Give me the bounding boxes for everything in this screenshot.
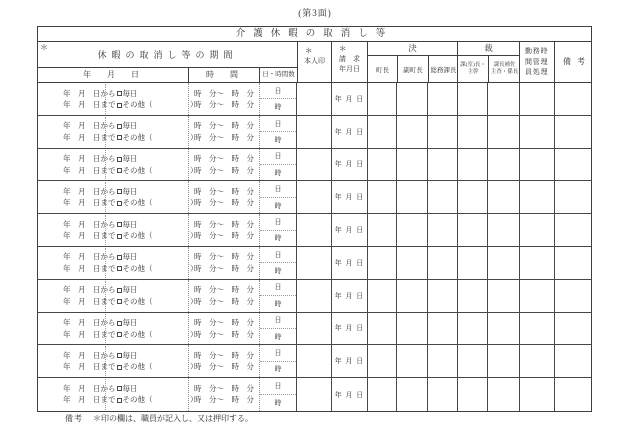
period-time-cell[interactable] (188, 116, 259, 148)
work-hours-manager-cell[interactable] (519, 181, 554, 213)
personal-seal-cell[interactable] (297, 83, 331, 115)
section-chief-approval-cell[interactable] (457, 214, 487, 246)
assistant-chief-approval-cell[interactable] (487, 181, 519, 213)
work-hours-manager-cell[interactable] (519, 247, 554, 279)
work-hours-manager-cell[interactable] (519, 116, 554, 148)
date-from-line: 年 月 日から 毎日 (63, 383, 138, 393)
work-hours-manager-cell[interactable] (519, 214, 554, 246)
date-from-line: 年 月 日から 毎日 (63, 318, 138, 328)
time-range-line2: 時 分～ 時 分 (194, 132, 254, 142)
section-chief-approval-cell[interactable] (457, 116, 487, 148)
request-date-cell[interactable]: 年 月 日 (331, 345, 367, 377)
general-affairs-chief-approval-cell[interactable] (427, 247, 457, 279)
request-date-cell[interactable]: 年 月 日 (331, 116, 367, 148)
remarks-cell[interactable] (554, 181, 593, 213)
request-date-cell[interactable]: 年 月 日 (331, 181, 367, 213)
time-range-line2: 時 分～ 時 分 (194, 296, 254, 306)
time-range-line2: 時 分～ 時 分 (194, 165, 254, 175)
period-asterisk: ＊ (40, 43, 48, 52)
period-time-cell[interactable] (188, 247, 259, 279)
time-column-header: 時 間 (188, 68, 259, 82)
remarks-cell[interactable] (554, 149, 593, 181)
deputy-mayor-column-header: 副町長 (397, 56, 428, 82)
table-row (38, 149, 591, 182)
mayor-approval-cell[interactable] (367, 313, 396, 345)
days-hours-cell[interactable] (259, 345, 297, 377)
date-to-line: 年 月 日まで その他（ ） (63, 100, 198, 109)
deputy-mayor-approval-cell[interactable] (396, 280, 427, 312)
assistant-chief-approval-cell[interactable] (487, 214, 519, 246)
date-from-line: 年 月 日から 毎日 (63, 219, 138, 229)
period-date-cell[interactable] (38, 116, 198, 148)
time-range-line1: 時 分～ 時 分 (194, 252, 254, 262)
daily-checkbox-icon[interactable] (117, 255, 122, 260)
days-unit: 日 (260, 116, 296, 132)
general-affairs-chief-approval-cell[interactable] (427, 378, 457, 411)
assistant-chief-approval-cell[interactable] (487, 345, 519, 377)
general-affairs-chief-approval-cell[interactable] (427, 181, 457, 213)
request-date-cell[interactable]: 年 月 日 (331, 280, 367, 312)
approval-group-label: 裁 (458, 42, 519, 56)
deputy-mayor-approval-cell[interactable] (396, 181, 427, 213)
deputy-mayor-approval-cell[interactable] (396, 378, 427, 411)
time-range-line2: 時 分～ 時 分 (194, 198, 254, 208)
period-date-cell[interactable] (38, 313, 198, 345)
date-from-line: 年 月 日から 毎日 (63, 121, 138, 131)
days-hours-column-header: 日・時間数 (259, 68, 297, 82)
work-hours-manager-cell[interactable] (519, 378, 554, 411)
personal-seal-cell[interactable] (297, 280, 331, 312)
date-cell-dotted-divider (105, 248, 106, 278)
personal-seal-cell[interactable] (297, 149, 331, 181)
date-cell-dotted-divider (105, 150, 106, 180)
footer-note (65, 413, 253, 424)
personal-seal-cell[interactable] (297, 345, 331, 377)
general-affairs-chief-approval-cell[interactable] (427, 83, 457, 115)
section-chief-approval-cell[interactable] (457, 313, 487, 345)
request-asterisk: ＊ (339, 44, 347, 53)
assistant-chief-column-header: 課長補佐 主査・係長 (488, 56, 520, 82)
time-range-line1: 時 分～ 時 分 (194, 350, 254, 360)
general-affairs-chief-approval-cell[interactable] (427, 116, 457, 148)
request-date-cell[interactable]: 年 月 日 (331, 83, 367, 115)
table-row (38, 214, 591, 247)
table-body (38, 83, 591, 411)
hours-unit: 時 (274, 135, 282, 144)
section-chief-approval-cell[interactable] (457, 181, 487, 213)
other-checkbox-icon[interactable] (117, 266, 122, 271)
date-cell-dotted-divider (105, 215, 106, 245)
assistant-chief-approval-cell[interactable] (487, 149, 519, 181)
deputy-mayor-approval-cell[interactable] (396, 214, 427, 246)
mayor-approval-cell[interactable] (367, 83, 396, 115)
time-range-line2: 時 分～ 時 分 (194, 329, 254, 339)
deputy-mayor-approval-cell[interactable] (396, 116, 427, 148)
other-checkbox-icon[interactable] (117, 234, 122, 239)
mayor-column-header: 町長 (376, 66, 389, 74)
date-to-line: 年 月 日まで その他（ ） (63, 263, 198, 273)
request-date-header (331, 42, 367, 82)
time-range-line1: 時 分～ 時 分 (194, 121, 254, 131)
other-checkbox-icon[interactable] (117, 168, 122, 173)
period-time-cell[interactable] (188, 345, 259, 377)
days-hours-cell[interactable] (259, 116, 297, 148)
period-group-label: 休暇の取消し等の期間 (97, 50, 238, 60)
date-cell-dotted-divider (105, 379, 106, 410)
decision-group-label: 決 (368, 42, 457, 56)
days-unit: 日 (260, 313, 296, 329)
date-cell-dotted-divider (105, 182, 106, 212)
remarks-cell[interactable] (554, 83, 593, 115)
table-row (38, 181, 591, 214)
days-hours-cell[interactable] (259, 378, 297, 411)
daily-checkbox-icon[interactable] (117, 386, 122, 391)
time-range-line1: 時 分～ 時 分 (194, 154, 254, 164)
daily-checkbox-icon[interactable] (117, 124, 122, 129)
period-date-cell[interactable] (38, 181, 198, 213)
personal-seal-cell[interactable] (297, 214, 331, 246)
period-time-cell[interactable] (188, 378, 259, 411)
days-unit: 日 (260, 83, 296, 99)
days-hours-cell[interactable] (259, 149, 297, 181)
personal-seal-cell[interactable] (297, 378, 331, 411)
table-row (38, 378, 591, 411)
period-time-cell[interactable] (188, 313, 259, 345)
request-date-cell[interactable]: 年 月 日 (331, 214, 367, 246)
deputy-mayor-approval-cell[interactable] (396, 313, 427, 345)
time-range-line2: 時 分～ 時 分 (194, 362, 254, 372)
time-range-line2: 時 分～ 時 分 (194, 231, 254, 241)
days-unit: 日 (260, 181, 296, 197)
general-affairs-chief-approval-cell[interactable] (427, 280, 457, 312)
remarks-cell[interactable] (554, 247, 593, 279)
daily-checkbox-icon[interactable] (117, 91, 122, 96)
days-unit: 日 (260, 214, 296, 230)
daily-checkbox-icon[interactable] (117, 157, 122, 162)
table-row (38, 345, 591, 378)
days-hours-cell[interactable] (259, 280, 297, 312)
hours-unit: 時 (274, 332, 282, 341)
decision-columns (368, 56, 457, 82)
assistant-chief-approval-cell[interactable] (487, 280, 519, 312)
assistant-chief-approval-cell[interactable] (487, 378, 519, 411)
time-range-line1: 時 分～ 時 分 (194, 88, 254, 98)
daily-checkbox-icon[interactable] (117, 353, 122, 358)
period-date-cell[interactable] (38, 83, 198, 115)
time-range-line2: 時 分～ 時 分 (194, 395, 254, 405)
other-checkbox-icon[interactable] (117, 135, 122, 140)
date-cell-dotted-divider (105, 314, 106, 344)
personal-seal-cell[interactable] (297, 181, 331, 213)
daily-checkbox-icon[interactable] (117, 222, 122, 227)
deputy-mayor-approval-cell[interactable] (396, 149, 427, 181)
other-checkbox-icon[interactable] (117, 332, 122, 337)
hours-unit: 時 (274, 168, 282, 177)
days-unit: 日 (260, 247, 296, 263)
work-hours-manager-header: 勤務時間管理員処理 (519, 42, 554, 82)
footer-note-text: ＊印の欄は、職員が記入し、又は押印する。 (93, 414, 253, 423)
period-subheader (38, 67, 297, 82)
section-chief-approval-cell[interactable] (457, 83, 487, 115)
seal-asterisk: ＊ (305, 46, 313, 55)
section-chief-approval-cell[interactable] (457, 345, 487, 377)
time-range-line1: 時 分～ 時 分 (194, 219, 254, 229)
days-hours-cell[interactable] (259, 214, 297, 246)
general-affairs-chief-approval-cell[interactable] (427, 214, 457, 246)
period-time-cell[interactable] (188, 149, 259, 181)
period-header-group (38, 42, 297, 82)
period-time-cell[interactable] (188, 280, 259, 312)
work-hours-manager-cell[interactable] (519, 149, 554, 181)
work-hours-manager-cell[interactable] (519, 280, 554, 312)
days-hours-cell[interactable] (259, 83, 297, 115)
section-chief-approval-cell[interactable] (457, 149, 487, 181)
mayor-approval-cell[interactable] (367, 149, 396, 181)
general-affairs-chief-column-header: 総務課長 (428, 56, 458, 82)
time-range-line2: 時 分～ 時 分 (194, 100, 254, 109)
hours-unit: 時 (274, 234, 282, 243)
approval-header-group (457, 42, 519, 82)
date-to-line: 年 月 日まで その他（ ） (63, 198, 198, 208)
mayor-approval-cell[interactable] (367, 280, 396, 312)
personal-seal-cell[interactable] (297, 247, 331, 279)
date-from-line: 年 月 日から 毎日 (63, 186, 138, 196)
deputy-mayor-approval-cell[interactable] (396, 247, 427, 279)
days-unit: 日 (260, 345, 296, 361)
remarks-cell[interactable] (554, 116, 593, 148)
date-from-line: 年 月 日から 毎日 (63, 88, 138, 98)
assistant-chief-approval-cell[interactable] (487, 83, 519, 115)
mayor-approval-cell[interactable] (367, 378, 396, 411)
mayor-approval-cell[interactable] (367, 181, 396, 213)
date-from-line: 年 月 日から 毎日 (63, 350, 138, 360)
time-range-line2: 時 分～ 時 分 (194, 263, 254, 273)
remarks-column-header: 備考 (554, 42, 593, 82)
date-cell-dotted-divider (105, 281, 106, 311)
request-label-line1: 請 求 (339, 55, 360, 63)
date-from-line: 年 月 日から 毎日 (63, 285, 138, 295)
date-from-line: 年 月 日から 毎日 (63, 154, 138, 164)
remarks-cell[interactable] (554, 214, 593, 246)
date-cell-dotted-divider (105, 84, 106, 114)
work-hours-manager-cell[interactable] (519, 83, 554, 115)
table-header (38, 42, 591, 83)
hours-unit: 時 (274, 365, 282, 374)
section-chief-approval-cell[interactable] (457, 378, 487, 411)
period-date-cell[interactable] (38, 378, 198, 411)
days-hours-cell[interactable] (259, 313, 297, 345)
time-range-line1: 時 分～ 時 分 (194, 186, 254, 196)
assistant-chief-approval-cell[interactable] (487, 313, 519, 345)
period-time-cell[interactable] (188, 214, 259, 246)
deputy-mayor-approval-cell[interactable] (396, 83, 427, 115)
other-checkbox-icon[interactable] (117, 299, 122, 304)
period-time-cell[interactable] (188, 83, 259, 115)
time-range-line1: 時 分～ 時 分 (194, 285, 254, 295)
date-column-header: 年 月 日 (83, 70, 143, 79)
request-date-cell[interactable]: 年 月 日 (331, 149, 367, 181)
deputy-mayor-approval-cell[interactable] (396, 345, 427, 377)
seal-label: 本人印 (304, 57, 325, 65)
days-hours-cell[interactable] (259, 247, 297, 279)
date-to-line: 年 月 日まで その他（ ） (63, 296, 198, 306)
mayor-approval-cell[interactable] (367, 214, 396, 246)
approval-columns (458, 56, 519, 82)
date-cell-dotted-divider (105, 346, 106, 376)
request-label-line2: 年月日 (339, 65, 360, 73)
other-checkbox-icon[interactable] (117, 365, 122, 370)
hours-unit: 時 (274, 399, 282, 408)
section-chief-column-header: 課(室)長・ 主幹 (460, 62, 486, 75)
general-affairs-chief-approval-cell[interactable] (427, 149, 457, 181)
period-date-cell[interactable] (38, 247, 198, 279)
mayor-approval-cell[interactable] (367, 345, 396, 377)
request-date-cell[interactable]: 年 月 日 (331, 378, 367, 411)
period-date-cell[interactable] (38, 280, 198, 312)
days-unit: 日 (260, 280, 296, 296)
mayor-approval-cell[interactable] (367, 116, 396, 148)
assistant-chief-approval-cell[interactable] (487, 116, 519, 148)
date-to-line: 年 月 日まで その他（ ） (63, 395, 198, 405)
work-hours-manager-cell[interactable] (519, 313, 554, 345)
general-affairs-chief-approval-cell[interactable] (427, 345, 457, 377)
date-to-line: 年 月 日まで その他（ ） (63, 329, 198, 339)
mayor-approval-cell[interactable] (367, 247, 396, 279)
personal-seal-cell[interactable] (297, 116, 331, 148)
footer-note-label: 備考 (65, 414, 83, 423)
table-row (38, 83, 591, 116)
section-chief-approval-cell[interactable] (457, 247, 487, 279)
period-time-cell[interactable] (188, 181, 259, 213)
care-leave-cancellation-table (37, 26, 592, 412)
daily-checkbox-icon[interactable] (117, 321, 122, 326)
time-range-line1: 時 分～ 時 分 (194, 383, 254, 393)
decision-header-group (367, 42, 457, 82)
date-to-line: 年 月 日まで その他（ ） (63, 165, 198, 175)
personal-seal-header (297, 42, 331, 82)
other-checkbox-icon[interactable] (117, 201, 122, 206)
time-range-line1: 時 分～ 時 分 (194, 318, 254, 328)
daily-checkbox-icon[interactable] (117, 288, 122, 293)
days-unit: 日 (260, 149, 296, 165)
personal-seal-cell[interactable] (297, 313, 331, 345)
remarks-cell[interactable] (554, 280, 593, 312)
period-date-cell[interactable] (38, 149, 198, 181)
remarks-cell[interactable] (554, 313, 593, 345)
remarks-cell[interactable] (554, 345, 593, 377)
assistant-chief-approval-cell[interactable] (487, 247, 519, 279)
request-date-cell[interactable]: 年 月 日 (331, 313, 367, 345)
date-to-line: 年 月 日まで その他（ ） (63, 132, 198, 142)
table-row (38, 247, 591, 280)
remarks-cell[interactable] (554, 378, 593, 411)
daily-checkbox-icon[interactable] (117, 189, 122, 194)
period-date-cell[interactable] (38, 345, 198, 377)
table-row (38, 116, 591, 149)
request-date-cell[interactable]: 年 月 日 (331, 247, 367, 279)
hours-unit: 時 (274, 103, 282, 112)
date-cell-dotted-divider (105, 117, 106, 147)
general-affairs-chief-approval-cell[interactable] (427, 313, 457, 345)
hours-unit: 時 (274, 299, 282, 308)
section-chief-approval-cell[interactable] (457, 280, 487, 312)
date-from-line: 年 月 日から 毎日 (63, 252, 138, 262)
date-to-line: 年 月 日まで その他（ ） (63, 362, 198, 372)
period-date-cell[interactable] (38, 214, 198, 246)
hours-unit: 時 (274, 201, 282, 210)
table-row (38, 280, 591, 313)
days-hours-cell[interactable] (259, 181, 297, 213)
table-title: 介護休暇の取消し等 (38, 27, 591, 42)
days-unit: 日 (260, 378, 296, 395)
other-checkbox-icon[interactable] (117, 103, 122, 108)
other-checkbox-icon[interactable] (117, 398, 122, 403)
hours-unit: 時 (274, 267, 282, 276)
date-to-line: 年 月 日まで その他（ ） (63, 231, 198, 241)
sheet-number-label: (第3面) (298, 8, 332, 18)
table-row (38, 313, 591, 346)
work-hours-manager-cell[interactable] (519, 345, 554, 377)
